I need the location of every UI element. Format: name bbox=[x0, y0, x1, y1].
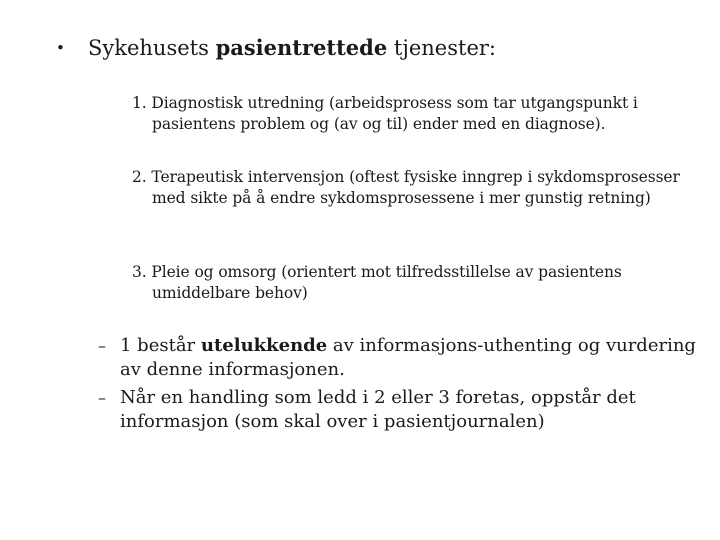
dash-icon: – bbox=[98, 388, 106, 407]
item-text: Pleie og omsorg (orientert mot tilfredsstillelse av pasientens umiddelbare behov) bbox=[151, 263, 622, 302]
dash-text-suffix: av informasjons-uthenting og vurdering av denne informasjonen. bbox=[120, 335, 696, 380]
slide-title bbox=[56, 33, 496, 63]
numbered-item-2 bbox=[132, 167, 712, 209]
title-suffix: tjenester: bbox=[387, 36, 496, 60]
dash-text bbox=[120, 334, 698, 382]
item-number: 1. bbox=[132, 94, 147, 112]
dash-item-1 bbox=[98, 334, 698, 382]
item-text: Diagnostisk utredning (arbeidsprosess som tar utgangspunkt i pasientens problem og (av og til) ender med en diagnose). bbox=[151, 94, 638, 133]
item-number: 2. bbox=[132, 168, 147, 186]
dash-item-2 bbox=[98, 386, 698, 434]
title-emphasis: pasientrettede bbox=[215, 35, 388, 60]
item-text: Terapeutisk intervensjon (oftest fysiske inngrep i sykdomsprosesser med sikte på å endre sykdomsprosessene i mer gunstig retning) bbox=[151, 168, 680, 207]
dash-icon: – bbox=[98, 336, 106, 355]
item-number: 3. bbox=[132, 263, 147, 281]
dash-text-emphasis: utelukkende bbox=[200, 335, 328, 356]
numbered-item-3 bbox=[132, 262, 712, 304]
title-prefix: Sykehusets bbox=[88, 36, 216, 60]
bullet-icon: • bbox=[56, 39, 65, 57]
dash-text: Når en handling som ledd i 2 eller 3 foretas, oppstår det informasjon (som skal over i pasientjournalen) bbox=[120, 387, 636, 432]
numbered-item-1 bbox=[132, 93, 712, 135]
dash-text-prefix: 1 består bbox=[120, 335, 201, 356]
